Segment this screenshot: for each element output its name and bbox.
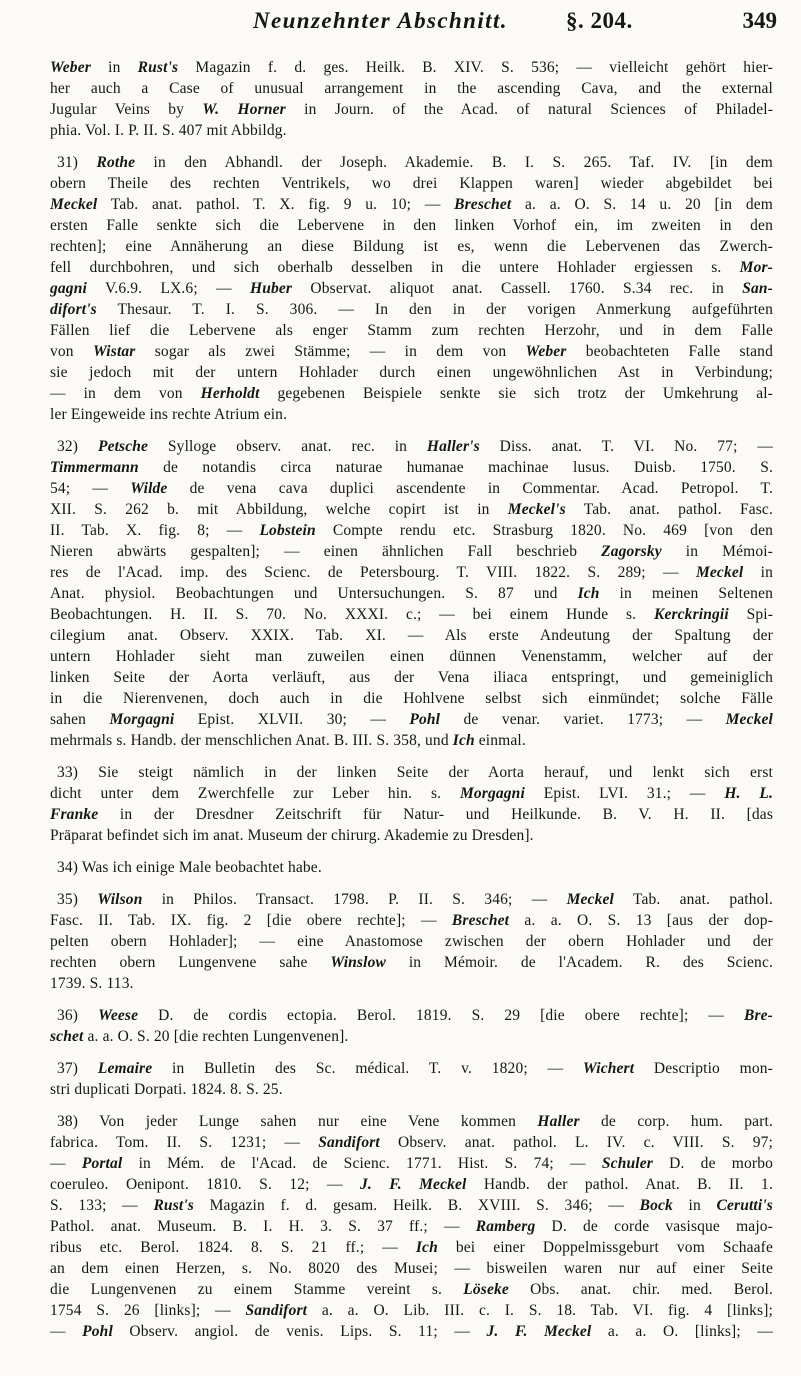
text-line bbox=[50, 99, 773, 120]
text-run: in den Abhandl. der Joseph. Akademie. B. I. S. 265. Taf. IV. [in dem bbox=[135, 154, 773, 171]
author-name: Morgagni bbox=[109, 711, 175, 728]
running-head bbox=[0, 6, 801, 40]
text-run: a. a. O. S. 20 [die rechten Lungenvenen]. bbox=[83, 1028, 349, 1045]
text-run: beobachteten Falle stand bbox=[566, 343, 773, 360]
text-run: dicht unter dem Zwerchfelle zur Leber hin. s. bbox=[50, 785, 460, 802]
text-line bbox=[50, 1079, 773, 1100]
text-line bbox=[50, 57, 773, 78]
text-run: Tab. anat. pathol. T. X. fig. 9 u. 10; — bbox=[97, 196, 455, 213]
footnote-paragraph bbox=[50, 436, 773, 751]
text-line bbox=[50, 320, 773, 341]
author-name: Rust's bbox=[137, 59, 179, 76]
text-run: XII. S. 262 b. mit Abbildung, welche copirt ist in bbox=[50, 501, 508, 518]
text-run: 31) bbox=[57, 154, 97, 171]
text-line bbox=[50, 173, 773, 194]
text-run: 1739. S. 113. bbox=[50, 975, 134, 992]
text-run: de notandis circa naturae humanae machinae lusus. Duisb. 1750. S. bbox=[138, 459, 773, 476]
text-line bbox=[50, 889, 773, 910]
author-name: Bre- bbox=[743, 1007, 773, 1024]
text-line bbox=[50, 910, 773, 931]
footnote-paragraph bbox=[50, 1005, 773, 1047]
text-line bbox=[50, 278, 773, 299]
author-name: Mor- bbox=[739, 259, 773, 276]
text-run: bei einer Doppelmissgeburt vom Schaafe bbox=[437, 1239, 773, 1256]
text-run: II. Tab. X. fig. 8; — bbox=[50, 522, 260, 539]
text-run: Epist. XLVII. 30; — bbox=[174, 711, 410, 728]
text-run: in Philos. Transact. 1798. P. II. S. 346; — bbox=[142, 891, 567, 908]
text-line bbox=[50, 730, 773, 751]
text-run: V.6.9. LX.6; — bbox=[86, 280, 251, 297]
author-name: Weese bbox=[98, 1007, 139, 1024]
text-run: in Mém. de l'Acad. de Scienc. 1771. Hist. S. 74; — bbox=[122, 1155, 602, 1172]
text-run: a. a. O. S. 14 u. 20 [in dem bbox=[511, 196, 773, 213]
text-run: a. a. O. S. 13 [aus der dop- bbox=[509, 912, 773, 929]
text-run: sie jedoch mit der untern Hohlader durch einen ungewöhnlichen Ast in Verbindung; bbox=[50, 364, 773, 381]
text-line bbox=[50, 1005, 773, 1026]
text-run: Observ. anat. pathol. L. IV. c. VIII. S. 97; bbox=[379, 1134, 773, 1151]
text-line bbox=[50, 362, 773, 383]
author-name: Timmermann bbox=[50, 459, 139, 476]
text-line bbox=[50, 1195, 773, 1216]
author-name: schet bbox=[50, 1028, 84, 1045]
text-run: fell durchbohren, und sich oberhalb desselben in die untere Hohlader ergiessen s. bbox=[50, 259, 740, 276]
footnote-paragraph bbox=[50, 57, 773, 141]
text-line bbox=[50, 646, 773, 667]
text-line bbox=[50, 931, 773, 952]
author-name: Meckel bbox=[566, 891, 614, 908]
text-line bbox=[50, 1237, 773, 1258]
text-line bbox=[50, 152, 773, 173]
author-name: Rust's bbox=[153, 1197, 194, 1214]
text-run: in bbox=[743, 564, 773, 581]
text-line bbox=[50, 667, 773, 688]
text-line bbox=[50, 1153, 773, 1174]
text-run: rechten]; eine Annäherung an diese Bildung ist es, wenn die Lebervenen das Zwerch- bbox=[50, 238, 773, 255]
text-line bbox=[50, 299, 773, 320]
text-run: Tab. anat. pathol. Fasc. bbox=[565, 501, 773, 518]
author-name: Zagorsky bbox=[601, 543, 662, 560]
text-line bbox=[50, 236, 773, 257]
text-run: Anat. physiol. Beobachtungen und Untersuchungen. S. 87 und bbox=[50, 585, 578, 602]
text-run: fabrica. Tom. II. S. 1231; — bbox=[50, 1134, 319, 1151]
text-run: pelten obern Hohlader]; — eine Anastomose zwischen der obern Hohlader und der bbox=[50, 933, 773, 950]
author-name: Pohl bbox=[409, 711, 441, 728]
text-run: Handb. der pathol. Anat. B. II. 1. bbox=[466, 1176, 773, 1193]
text-run: die Lungenvenen zu einem Stamme vereint s. bbox=[50, 1281, 464, 1298]
text-run: in Mémoir. de l'Academ. R. des Scienc. bbox=[385, 954, 773, 971]
author-name: Weber bbox=[525, 343, 567, 360]
author-name: Ich bbox=[452, 732, 475, 749]
text-run: a. a. O. [links]; — bbox=[591, 1323, 773, 1340]
author-name: Wistar bbox=[92, 343, 136, 360]
text-run: de venar. variet. 1773; — bbox=[440, 711, 726, 728]
text-line bbox=[50, 499, 773, 520]
text-run: Beobachtungen. H. II. S. 70. No. XXXI. c.; — bei einem Hunde s. bbox=[50, 606, 654, 623]
text-run: res de l'Acad. imp. des Scienc. de Petersbourg. T. VIII. 1822. S. 289; — bbox=[50, 564, 696, 581]
author-name: Sandifort bbox=[318, 1134, 380, 1151]
text-run: Magazin f. d. gesam. Heilk. B. XVIII. S. 346; — bbox=[193, 1197, 640, 1214]
author-name: Wilde bbox=[130, 480, 168, 497]
text-line bbox=[50, 1111, 773, 1132]
section-mark: §. 204. bbox=[566, 8, 633, 33]
author-name: Meckel bbox=[695, 564, 744, 581]
text-run: in Journ. of the Acad. of natural Sciences of Philadel- bbox=[285, 101, 773, 118]
text-line bbox=[50, 973, 773, 994]
text-run: in die Nierenvenen, doch auch in die Hohlvene selbst sich einmündet; solche Fälle bbox=[50, 690, 773, 707]
text-run: her auch a Case of unusual arrangement in the ascending Cava, and the external bbox=[50, 80, 773, 97]
text-run: 38) Von jeder Lunge sahen nur eine Vene kommen bbox=[57, 1113, 538, 1130]
text-line bbox=[50, 478, 773, 499]
text-line bbox=[50, 341, 773, 362]
text-run: 32) bbox=[57, 438, 98, 455]
text-line bbox=[50, 541, 773, 562]
text-line bbox=[50, 215, 773, 236]
author-name: difort's bbox=[50, 301, 97, 318]
text-line bbox=[50, 78, 773, 99]
text-line bbox=[50, 520, 773, 541]
author-name: Löseke bbox=[463, 1281, 509, 1298]
text-run: Sylloge observ. anat. rec. in bbox=[148, 438, 427, 455]
text-run: in der Dresdner Zeitschrift für Natur- und Heilkunde. B. V. H. II. [das bbox=[98, 806, 773, 823]
author-name: Rothe bbox=[96, 154, 136, 171]
author-name: Wichert bbox=[582, 1060, 635, 1077]
text-run: 35) bbox=[57, 891, 98, 908]
author-name: Herholdt bbox=[200, 385, 260, 402]
footnote-paragraph bbox=[50, 152, 773, 425]
text-run: Tab. anat. pathol. bbox=[613, 891, 773, 908]
text-run: — in dem von bbox=[50, 385, 201, 402]
author-name: Portal bbox=[81, 1155, 123, 1172]
text-line bbox=[50, 383, 773, 404]
author-name: W. Horner bbox=[202, 101, 286, 118]
text-run: einmal. bbox=[474, 732, 526, 749]
text-run: Präparat befindet sich im anat. Museum der chirurg. Akademie zu Dresden]. bbox=[50, 827, 534, 844]
text-line bbox=[50, 583, 773, 604]
author-name: Franke bbox=[50, 806, 99, 823]
text-run: Fällen lief die Lebervene als enger Stamm zum rechten Herzohr, und in dem Falle bbox=[50, 322, 773, 339]
text-run: Observ. angiol. de venis. Lips. S. 11; — bbox=[112, 1323, 487, 1340]
footnote-paragraph bbox=[50, 762, 773, 846]
text-run: Descriptio mon- bbox=[634, 1060, 773, 1077]
text-run: untern Hohlader sieht man zuweilen einen dünnen Venenstamm, welcher auf der bbox=[50, 648, 773, 665]
text-run: gegebenen Beispiele senkte sie sich trotz der Umkehrung al- bbox=[259, 385, 773, 402]
footnote-paragraph bbox=[50, 1058, 773, 1100]
text-run: 33) Sie steigt nämlich in der linken Seite der Aorta herauf, und lenkt sich erst bbox=[57, 764, 773, 781]
text-run: de corp. hum. part. bbox=[579, 1113, 773, 1130]
author-name: Meckel bbox=[50, 196, 98, 213]
text-run: an dem einen Herzen, s. No. 8020 des Musei; — bisweilen waren nur auf einer Seite bbox=[50, 1260, 773, 1277]
text-line bbox=[50, 625, 773, 646]
text-line bbox=[50, 436, 773, 457]
page-number: 349 bbox=[742, 8, 777, 33]
text-run: 34) Was ich einige Male beobachtet habe. bbox=[57, 859, 322, 876]
text-run: Nieren abwärts gespalten]; — einen ähnlichen Fall beschrieb bbox=[50, 543, 602, 560]
author-name: Huber bbox=[250, 280, 293, 297]
text-run: stri duplicati Dorpati. 1824. 8. S. 25. bbox=[50, 1081, 283, 1098]
text-line bbox=[50, 257, 773, 278]
author-name: Breschet bbox=[451, 912, 510, 929]
text-line bbox=[50, 783, 773, 804]
text-line bbox=[50, 604, 773, 625]
text-run: Fasc. II. Tab. IX. fig. 2 [die obere rechte]; — bbox=[50, 912, 452, 929]
text-line bbox=[50, 709, 773, 730]
section-title: Neunzehnter Abschnitt. bbox=[253, 8, 508, 33]
text-run: Diss. anat. T. VI. No. 77; — bbox=[479, 438, 773, 455]
text-run: phia. Vol. I. P. II. S. 407 mit Abbildg. bbox=[50, 122, 287, 139]
text-line bbox=[50, 804, 773, 825]
text-run: obern Theile des rechten Ventrikels, wo drei Klappen waren] wieder abgebildet bei bbox=[50, 175, 773, 192]
author-name: J. F. Meckel bbox=[486, 1323, 592, 1340]
author-name: San- bbox=[742, 280, 773, 297]
text-run: 36) bbox=[57, 1007, 99, 1024]
author-name: Petsche bbox=[97, 438, 149, 455]
text-line bbox=[50, 1258, 773, 1279]
text-line bbox=[50, 120, 773, 141]
author-name: Meckel's bbox=[507, 501, 566, 518]
author-name: Ich bbox=[577, 585, 600, 602]
text-run: 37) bbox=[57, 1060, 98, 1077]
author-name: Ich bbox=[415, 1239, 438, 1256]
text-run: Pathol. anat. Museum. B. I. H. 3. S. 37 ff.; — bbox=[50, 1218, 476, 1235]
text-run: Epist. LVI. 31.; — bbox=[524, 785, 725, 802]
text-run: Thesaur. T. I. S. 306. — In den in der vorigen Anmerkung aufgeführten bbox=[96, 301, 773, 318]
author-name: Kerckringii bbox=[653, 606, 729, 623]
text-run: von bbox=[50, 343, 93, 360]
author-name: J. F. Meckel bbox=[359, 1176, 467, 1193]
text-run: coeruleo. Oenipont. 1810. S. 12; — bbox=[50, 1176, 360, 1193]
author-name: Cerutti's bbox=[716, 1197, 773, 1214]
text-run: S. 133; — bbox=[50, 1197, 154, 1214]
text-run: 1754 S. 26 [links]; — bbox=[50, 1302, 246, 1319]
text-line bbox=[50, 1321, 773, 1342]
text-run: in Bulletin des Sc. médical. T. v. 1820; — bbox=[152, 1060, 583, 1077]
text-line bbox=[50, 1058, 773, 1079]
text-run: D. de cordis ectopia. Berol. 1819. S. 29 [die obere rechte]; — bbox=[138, 1007, 744, 1024]
text-run: de vena cava duplici ascendente in Commentar. Acad. Petropol. T. bbox=[167, 480, 773, 497]
text-run: Observat. aliquot anat. Cassell. 1760. S.34 rec. in bbox=[292, 280, 743, 297]
text-line bbox=[50, 1279, 773, 1300]
text-run: — bbox=[50, 1155, 82, 1172]
author-name: Haller's bbox=[426, 438, 480, 455]
text-run: ersten Falle senkte sich die Lebervene in den linken Vorhof ein, im zweiten in den bbox=[50, 217, 773, 234]
footnotes-body bbox=[50, 57, 773, 1342]
text-run: cilegium anat. Observ. XXIX. Tab. XI. — Als erste Andeutung der Spaltung der bbox=[50, 627, 773, 644]
author-name: Meckel bbox=[725, 711, 773, 728]
author-name: Winslow bbox=[330, 954, 386, 971]
text-run: a. a. O. Lib. III. c. I. S. 18. Tab. VI. fig. 4 [links]; bbox=[307, 1302, 773, 1319]
text-line bbox=[50, 457, 773, 478]
text-line bbox=[50, 688, 773, 709]
author-name: Breschet bbox=[454, 196, 512, 213]
text-run: Compte rendu etc. Strasburg 1820. No. 469 [von den bbox=[315, 522, 773, 539]
text-run: linken Seite der Aorta verläuft, aus der Vena iliaca entspringt, und gemeiniglich bbox=[50, 669, 773, 686]
text-run: Jugular Veins by bbox=[50, 101, 203, 118]
author-name: H. L. bbox=[724, 785, 773, 802]
author-name: Pohl bbox=[82, 1323, 113, 1340]
text-run: rechten obern Lungenvene sahe bbox=[50, 954, 331, 971]
text-run: 54; — bbox=[50, 480, 131, 497]
text-run: in Mémoi- bbox=[661, 543, 773, 560]
author-name: Sandifort bbox=[245, 1302, 308, 1319]
text-run: ribus etc. Berol. 1824. 8. S. 21 ff.; — bbox=[50, 1239, 416, 1256]
author-name: Lemaire bbox=[97, 1060, 153, 1077]
author-name: Weber bbox=[50, 59, 91, 76]
text-run: — bbox=[50, 1323, 83, 1340]
text-run: Obs. anat. chir. med. Berol. bbox=[508, 1281, 773, 1298]
footnote-paragraph bbox=[50, 1111, 773, 1342]
text-line bbox=[50, 404, 773, 425]
text-line bbox=[50, 857, 773, 878]
author-name: Schuler bbox=[601, 1155, 653, 1172]
footnote-paragraph bbox=[50, 889, 773, 994]
text-run: mehrmals s. Handb. der menschlichen Anat. B. III. S. 358, und bbox=[50, 732, 453, 749]
author-name: Bock bbox=[639, 1197, 673, 1214]
text-line bbox=[50, 1132, 773, 1153]
text-run: Magazin f. d. ges. Heilk. B. XIV. S. 536; — vielleicht gehört hier- bbox=[178, 59, 773, 76]
author-name: Lobstein bbox=[259, 522, 316, 539]
text-run: ler Eingeweide ins rechte Atrium ein. bbox=[50, 406, 288, 423]
text-line bbox=[50, 952, 773, 973]
text-run: sahen bbox=[50, 711, 110, 728]
footnote-paragraph bbox=[50, 857, 773, 878]
text-line bbox=[50, 194, 773, 215]
author-name: Wilson bbox=[97, 891, 143, 908]
author-name: Haller bbox=[537, 1113, 580, 1130]
text-run: in bbox=[672, 1197, 717, 1214]
text-line bbox=[50, 1026, 773, 1047]
text-run: Spi- bbox=[728, 606, 773, 623]
text-run: in bbox=[90, 59, 138, 76]
text-run: sogar als zwei Stämme; — in dem von bbox=[135, 343, 526, 360]
text-line bbox=[50, 762, 773, 783]
text-run: D. de morbo bbox=[652, 1155, 773, 1172]
author-name: Ramberg bbox=[475, 1218, 536, 1235]
text-line bbox=[50, 562, 773, 583]
author-name: Morgagni bbox=[459, 785, 525, 802]
text-run: D. de corde vasisque majo- bbox=[535, 1218, 773, 1235]
text-line bbox=[50, 1174, 773, 1195]
text-line bbox=[50, 1216, 773, 1237]
author-name: gagni bbox=[50, 280, 87, 297]
text-run: in meinen Seltenen bbox=[599, 585, 773, 602]
text-line bbox=[50, 1300, 773, 1321]
text-line bbox=[50, 825, 773, 846]
